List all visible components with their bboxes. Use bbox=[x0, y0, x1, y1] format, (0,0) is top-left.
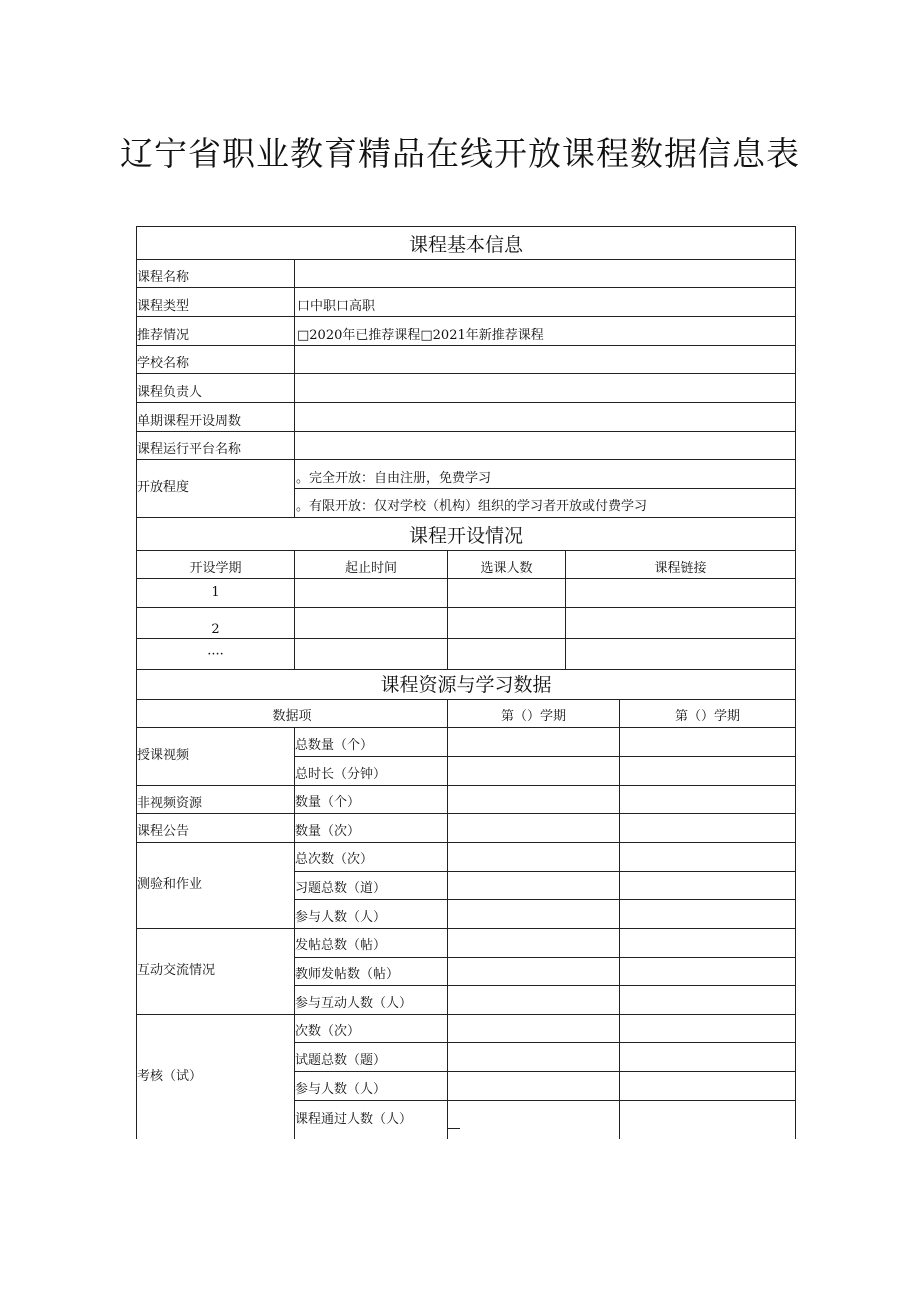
row-divider bbox=[136, 638, 796, 639]
row-divider bbox=[294, 899, 796, 900]
weeks-label: 单期课程开设周数 bbox=[137, 414, 242, 429]
header-data-item: 数据项 bbox=[272, 709, 312, 724]
data-item-label: 试题总数（题） bbox=[295, 1053, 387, 1068]
data-item-label: 发帖总数（帖） bbox=[295, 938, 387, 953]
row-divider bbox=[136, 727, 796, 728]
column-divider bbox=[294, 727, 295, 1139]
recommend-options[interactable]: □2020年已推荐课程□2021年新推荐课程 bbox=[297, 328, 544, 343]
row-divider bbox=[136, 928, 796, 929]
openness-option-full[interactable]: 。完全开放：自由注册，免费学习 bbox=[296, 471, 492, 486]
data-item-label: 参与人数（人） bbox=[295, 1082, 387, 1097]
data-item-label: 数量（个） bbox=[295, 795, 361, 810]
column-divider bbox=[294, 259, 295, 517]
section-heading-basic-info: 课程基本信息 bbox=[408, 234, 523, 256]
header-enrollment: 选课人数 bbox=[480, 561, 533, 576]
row-divider bbox=[136, 287, 796, 288]
course-type-options[interactable]: 口中职口高职 bbox=[297, 299, 376, 314]
row-divider bbox=[294, 1071, 796, 1072]
row-divider bbox=[294, 871, 796, 872]
offering-row-term: 2 bbox=[211, 622, 220, 637]
header-course-link: 课程链接 bbox=[654, 561, 707, 576]
data-item-label: 数量（次） bbox=[295, 824, 361, 839]
data-item-label: 课程通过人数（人） bbox=[295, 1112, 413, 1127]
page-title: 辽宁省职业教育精品在线开放课程数据信息表 bbox=[120, 134, 800, 173]
offering-row-term: ···· bbox=[207, 647, 224, 662]
group-label-exam: 考核（试） bbox=[137, 1069, 203, 1084]
row-divider bbox=[136, 517, 796, 518]
row-divider bbox=[136, 316, 796, 317]
row-divider bbox=[136, 578, 796, 579]
data-item-label: 习题总数（道） bbox=[295, 881, 387, 896]
row-divider bbox=[294, 985, 796, 986]
section-heading-offering: 课程开设情况 bbox=[408, 525, 523, 547]
row-divider bbox=[294, 756, 796, 757]
group-label-announcement: 课程公告 bbox=[137, 824, 190, 839]
row-divider bbox=[294, 1042, 796, 1043]
section-heading-resources: 课程资源与学习数据 bbox=[380, 674, 552, 696]
column-divider bbox=[447, 699, 448, 1139]
offering-row-term: 1 bbox=[211, 585, 220, 600]
group-label-quiz: 测验和作业 bbox=[137, 877, 203, 892]
course-type-label: 课程类型 bbox=[137, 299, 190, 314]
table-border-top bbox=[136, 226, 796, 227]
row-divider bbox=[136, 345, 796, 346]
group-label-video: 授课视频 bbox=[137, 748, 190, 763]
column-divider bbox=[619, 699, 620, 1139]
data-item-label: 参与互动人数（人） bbox=[295, 996, 413, 1011]
data-item-label: 总数量（个） bbox=[295, 738, 374, 753]
group-label-interaction: 互动交流情况 bbox=[137, 963, 216, 978]
header-term-1: 第（）学期 bbox=[500, 709, 566, 724]
row-divider bbox=[136, 459, 796, 460]
course-name-label: 课程名称 bbox=[137, 270, 190, 285]
row-divider bbox=[294, 957, 796, 958]
row-divider bbox=[136, 431, 796, 432]
header-term-2: 第（）学期 bbox=[674, 709, 740, 724]
data-item-label: 总次数（次） bbox=[295, 852, 374, 867]
data-item-label: 参与人数（人） bbox=[295, 910, 387, 925]
recommend-label: 推荐情况 bbox=[137, 328, 190, 343]
row-divider bbox=[136, 842, 796, 843]
row-divider bbox=[294, 1100, 796, 1101]
data-item-label: 教师发帖数（帖） bbox=[295, 967, 400, 982]
row-divider bbox=[136, 607, 796, 608]
row-divider bbox=[136, 699, 796, 700]
row-divider bbox=[136, 813, 796, 814]
openness-option-limited[interactable]: 。有限开放：仅对学校（机构）组织的学习者开放或付费学习 bbox=[296, 499, 648, 514]
header-period: 起止时间 bbox=[344, 561, 397, 576]
row-divider bbox=[136, 1014, 796, 1015]
platform-name-label: 课程运行平台名称 bbox=[137, 442, 242, 457]
school-name-label: 学校名称 bbox=[137, 356, 190, 371]
group-label-non-video: 非视频资源 bbox=[137, 796, 203, 811]
data-item-label: 总时长（分钟） bbox=[295, 767, 387, 782]
row-divider bbox=[136, 550, 796, 551]
row-divider bbox=[136, 669, 796, 670]
row-divider bbox=[136, 785, 796, 786]
row-divider bbox=[136, 259, 796, 260]
openness-label: 开放程度 bbox=[137, 480, 190, 495]
course-leader-label: 课程负责人 bbox=[137, 385, 203, 400]
row-divider bbox=[136, 402, 796, 403]
row-divider bbox=[136, 373, 796, 374]
row-divider bbox=[294, 488, 796, 489]
header-term: 开设学期 bbox=[189, 561, 242, 576]
stray-mark bbox=[448, 1128, 460, 1129]
data-item-label: 次数（次） bbox=[295, 1024, 361, 1039]
